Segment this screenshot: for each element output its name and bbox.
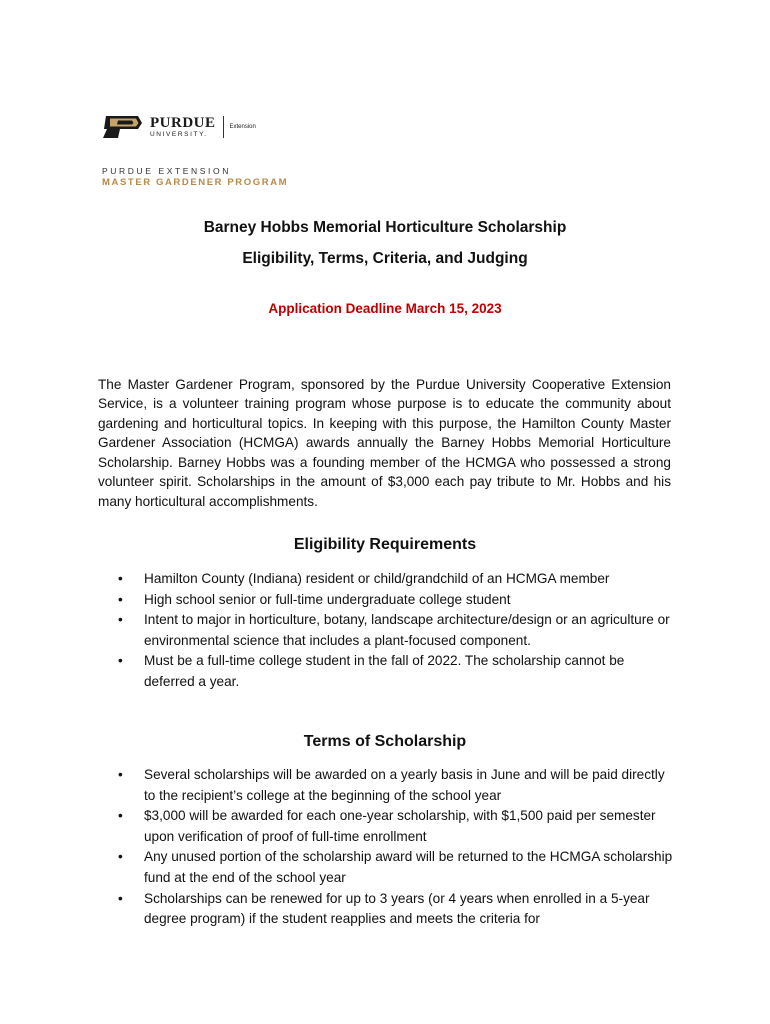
intro-paragraph: The Master Gardener Program, sponsored by the Purdue University Cooperative Extension Service, is a volunteer training program whose purpose is to educate the community about gardening and horticultural topics. In keeping with this purpose, the Hamilton County Master Gardener Association (HCMGA) awards annually the Barney Hobbs Memorial Horticulture Scholarship. Barney Hobbs was a founding member of the HCMGA who possessed a strong volunteer spirit. Scholarships in the amount of $3,000 each pay tribute to Mr. Hobbs and his many horticultural accomplishments. xyxy=(98,376,671,509)
purdue-p-logo-icon xyxy=(102,115,144,139)
bullet-icon: • xyxy=(118,571,123,586)
program-line2: MASTER GARDENER PROGRAM xyxy=(102,177,289,188)
list-item xyxy=(118,847,678,888)
terms-list xyxy=(118,765,678,930)
list-item-text: $3,000 will be awarded for each one-year scholarship, with $1,500 paid per semester upon verification of proof of full-time enrollment xyxy=(144,808,656,844)
bullet-icon: • xyxy=(118,808,123,824)
bullet-icon: • xyxy=(118,767,123,782)
list-item xyxy=(118,651,678,692)
logo-divider xyxy=(223,116,224,138)
list-item xyxy=(118,889,678,930)
bullet-icon: • xyxy=(118,890,123,906)
list-item xyxy=(118,806,678,847)
bullet-icon: • xyxy=(118,849,123,865)
terms-heading: Terms of Scholarship xyxy=(303,733,467,750)
bullet-icon: • xyxy=(118,591,123,607)
bullet-icon: • xyxy=(118,612,123,628)
list-item-text: Must be a full-time college student in the fall of 2022. The scholarship cannot be deferred a year. xyxy=(144,653,625,689)
list-item xyxy=(118,765,678,806)
purdue-logo xyxy=(102,114,256,140)
application-deadline: Application Deadline March 15, 2023 xyxy=(268,301,502,316)
university-name: PURDUE xyxy=(150,114,216,131)
document-subtitle: Eligibility, Terms, Criteria, and Judging xyxy=(242,250,528,267)
document-title: Barney Hobbs Memorial Horticulture Scholarship xyxy=(203,219,567,236)
list-item-text: Several scholarships will be awarded on a yearly basis in June and will be paid directly to the recipient’s college at the beginning of the school year xyxy=(144,767,665,803)
list-item-text: Scholarships can be renewed for up to 3 years (or 4 years when enrolled in a 5-year degree program) if the student reapplies and meets the criteria for xyxy=(144,890,650,927)
list-item-text: High school senior or full-time undergraduate college student xyxy=(144,591,511,607)
list-item xyxy=(118,590,678,611)
extension-label: Extension xyxy=(229,124,256,130)
list-item xyxy=(118,569,678,590)
eligibility-list xyxy=(118,569,678,693)
program-logo xyxy=(102,166,288,189)
university-sub: UNIVERSITY. xyxy=(150,130,208,138)
bullet-icon: • xyxy=(118,653,123,669)
list-item-text: Any unused portion of the scholarship award will be returned to the HCMGA scholarship fund at the end of the school year xyxy=(144,849,673,885)
list-item-text: Intent to major in horticulture, botany, landscape architecture/design or an agriculture or environmental science that includes a plant-focused component. xyxy=(144,612,670,648)
list-item xyxy=(118,610,678,651)
list-item-text: Hamilton County (Indiana) resident or child/grandchild of an HCMGA member xyxy=(144,571,610,586)
program-line1: PURDUE EXTENSION xyxy=(102,166,231,176)
eligibility-heading: Eligibility Requirements xyxy=(293,536,477,553)
